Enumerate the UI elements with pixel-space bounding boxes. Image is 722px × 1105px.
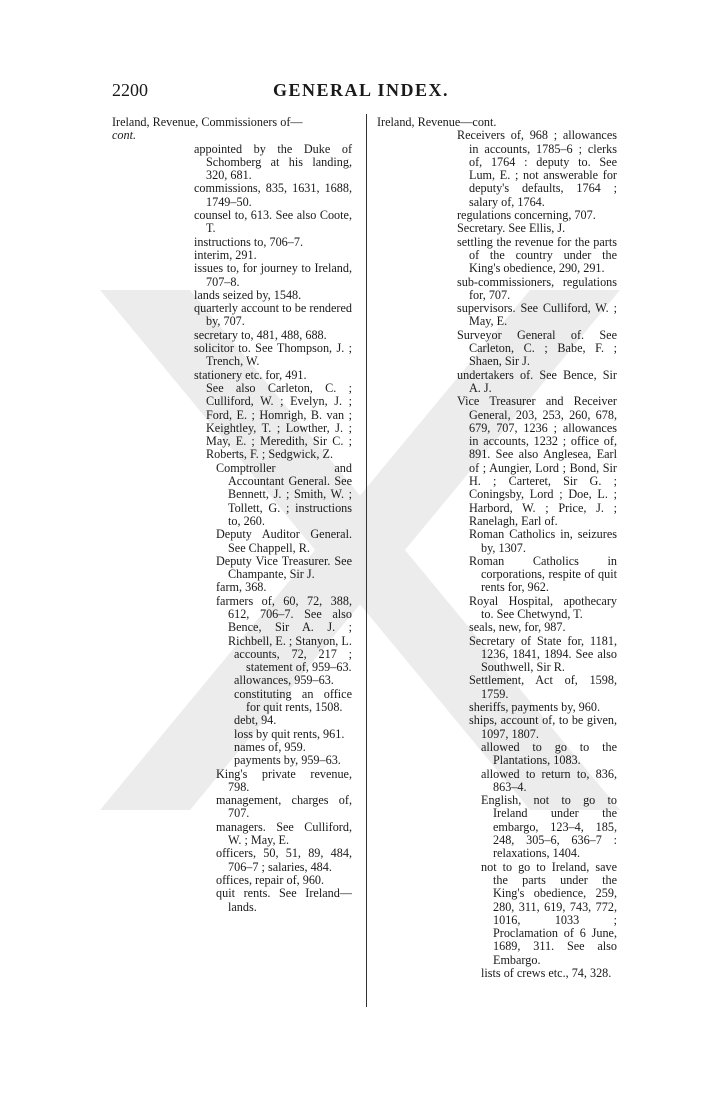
index-entry: Ireland, Revenue—cont.: [377, 115, 497, 129]
index-entry: cont.: [112, 128, 137, 143]
index-column-left: [112, 116, 352, 914]
index-entry: accounts, 72, 217 ; statement of, 959–63.: [234, 646, 352, 675]
index-entry: debt, 94.: [234, 713, 277, 728]
index-entry: lands seized by, 1548.: [194, 287, 302, 302]
index-entry: instructions to, 706–7.: [194, 234, 304, 249]
index-entry: not to go to Ireland, save the parts under the King's obedience, 259, 280, 311, 619, 743, 772, 1016, 1033 ; Proclamation of 6 June, 1689, 311. See also Embargo.: [481, 859, 617, 967]
index-entry: sheriffs, payments by, 960.: [469, 700, 600, 715]
index-entry: Surveyor General of. See Carleton, C. ; Babe, F. ; Shaen, Sir J.: [457, 327, 617, 369]
index-entry: Deputy Vice Treasurer. See Champante, Sir J.: [216, 553, 352, 582]
index-entry: undertakers of. See Bence, Sir A. J.: [457, 367, 617, 395]
index-entry: Royal Hospital, apothecary to. See Chetwynd, T.: [469, 593, 617, 621]
index-entry: Deputy Auditor General. See Chappell, R.: [216, 527, 352, 555]
page-number: 2200: [112, 80, 148, 100]
index-entry: allowances, 959–63.: [234, 673, 334, 688]
index-entry: allowed to return to, 836, 863–4.: [481, 766, 617, 794]
index-entry: settling the revenue for the parts of the country under the King's obedience, 290, 291.: [457, 234, 617, 276]
index-entry: Receivers of, 968 ; allowances in accounts, 1785–6 ; clerks of, 1764 : deputy to. See Lum, E. ; not answerable for deputy's defaults, 1764 ; salary of, 1764.: [457, 128, 617, 209]
index-entry: Roman Catholics in corporations, respite of quit rents for, 962.: [469, 553, 617, 595]
index-entry: lists of crews etc., 74, 328.: [481, 966, 612, 980]
index-entry: issues to, for journey to Ireland, 707–8.: [194, 261, 352, 289]
index-entry: Roman Catholics in, seizures by, 1307.: [469, 527, 617, 555]
page-header: [0, 80, 722, 104]
index-entry: secretary to, 481, 488, 688.: [194, 327, 327, 342]
index-entry: Secretary of State for, 1181, 1236, 1841, 1894. See also Southwell, Sir R.: [469, 633, 617, 675]
index-entry: Settlement, Act of, 1598, 1759.: [469, 673, 617, 701]
index-entry: supervisors. See Culliford, W. ; May, E.: [457, 301, 617, 329]
index-entry: allowed to go to the Plantations, 1083.: [481, 739, 617, 768]
index-entry: sub-commissioners, regulations for, 707.: [457, 274, 617, 302]
index-entry: loss by quit rents, 961.: [234, 726, 345, 741]
index-entry: Vice Treasurer and Receiver General, 203, 253, 260, 678, 679, 707, 1236 ; allowances in accounts, 1232 ; office of, 891. See also Anglesea, Earl of ; Aungier, Lord ; Bond, Sir H. ; Carteret, Sir G. ; Coningsby, Lord ; Doe, L. ; Harbord, W. ; Price, J. ; Ranelagh, Earl of.: [457, 394, 617, 528]
page-title: GENERAL INDEX.: [272, 80, 450, 100]
index-entry: Ireland, Revenue, Commissioners of—: [112, 115, 303, 129]
index-entry: interim, 291.: [194, 247, 257, 262]
index-entry: English, not to go to Ireland under the embargo, 123–4, 185, 248, 305–6, 636–7 : relaxations, 1404.: [481, 793, 617, 861]
index-entry: payments by, 959–63.: [234, 753, 341, 768]
index-entry: Secretary. See Ellis, J.: [457, 221, 566, 236]
index-entry: farm, 368.: [216, 580, 267, 595]
index-entry: farmers of, 60, 72, 388, 612, 706–7. See also Bence, Sir A. J. ; Richbell, E. ; Stanyon, L.: [216, 593, 352, 648]
index-entry: officers, 50, 51, 89, 484, 706–7 ; salaries, 484.: [216, 846, 352, 874]
index-entry: ships, account of, to be given, 1097, 1807.: [469, 713, 617, 741]
index-entry: Comptroller and Accountant General. See Bennett, J. ; Smith, W. ; Tollett, G. ; instructions to, 260.: [216, 460, 352, 528]
column-divider: [366, 114, 367, 1007]
index-entry: appointed by the Duke of Schomberg at his landing, 320, 681.: [194, 141, 352, 183]
index-entry: managers. See Culliford, W. ; May, E.: [216, 819, 352, 848]
index-column-right: [377, 116, 617, 980]
index-entry: offices, repair of, 960.: [216, 872, 325, 887]
index-entry: names of, 959.: [234, 739, 306, 754]
index-entry: solicitor to. See Thompson, J. ; Trench, W.: [194, 341, 352, 369]
index-entry: stationery etc. for, 491.: [194, 367, 307, 382]
index-entry: commissions, 835, 1631, 1688, 1749–50.: [194, 181, 352, 209]
index-entry: quarterly account to be rendered by, 707.: [194, 301, 352, 329]
index-entry: seals, new, for, 987.: [469, 620, 566, 635]
index-entry: quit rents. See Ireland—lands.: [216, 886, 352, 914]
index-entry: See also Carleton, C. ; Culliford, W. ; Evelyn, J. ; Ford, E. ; Homrigh, B. van ; Keightley, T. ; Lowther, J. ; May, E. ; Meredith, Sir C. ; Roberts, F. ; Sedgwick, Z.: [206, 380, 352, 462]
index-entry: management, charges of, 707.: [216, 793, 352, 821]
index-entry: King's private revenue, 798.: [216, 766, 352, 794]
index-entry: counsel to, 613. See also Coote, T.: [194, 208, 352, 236]
index-entry: regulations concerning, 707.: [457, 208, 596, 223]
index-entry: constituting an office for quit rents, 1508.: [234, 686, 352, 715]
